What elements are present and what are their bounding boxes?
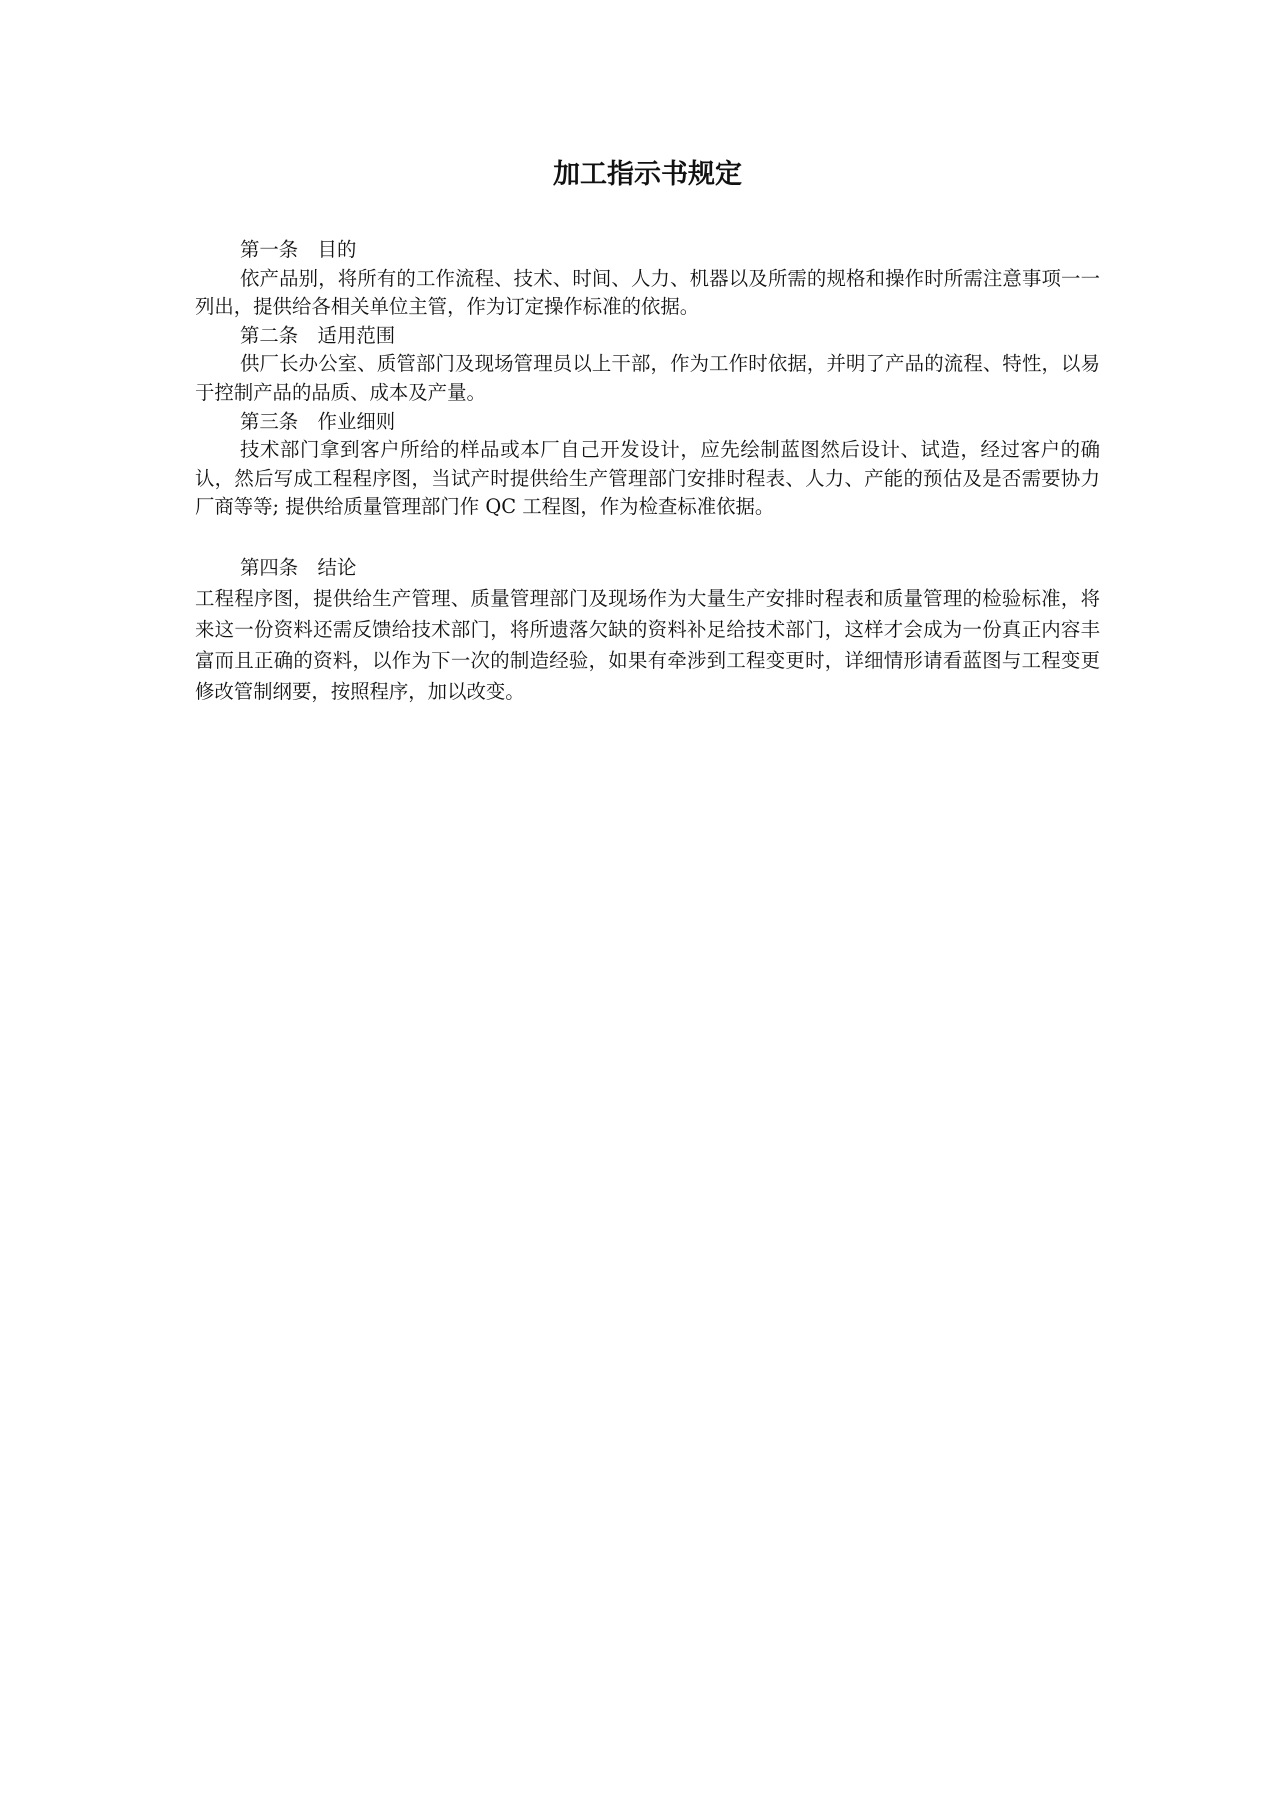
paragraph-gap — [195, 522, 1100, 550]
section-heading-scope: 第二条 适用范围 — [240, 323, 396, 347]
section-body-purpose: 依产品别，将所有的工作流程、技术、时间、人力、机器以及所需的规格和操作时所需注意事项一一列出，提供给各相关单位主管，作为订定操作标准的依据。 — [195, 266, 1100, 319]
section-body-conclusion: 工程程序图，提供给生产管理、质量管理部门及现场作为大量生产安排时程表和质量管理的检验标准，将来这一份资料还需反馈给技术部门，将所遗落欠缺的资料补足给技术部门，这样才会成为一份真正内容丰富而且正确的资料，以作为下一次的制造经验，如果有牵涉到工程变更时，详细情形请看蓝图与工程变更修改管制纲要，按照程序，加以改变。 — [195, 586, 1100, 703]
section-body-scope: 供厂长办公室、质管部门及现场管理员以上干部，作为工作时依据，并明了产品的流程、特性，以易于控制产品的品质、成本及产量。 — [195, 352, 1100, 404]
section-heading-purpose: 第一条 目的 — [240, 238, 357, 261]
document-title: 加工指示书规定 — [553, 159, 742, 190]
section-body-details: 技术部门拿到客户所给的样品或本厂自己开发设计，应先绘制蓝图然后设计、试造，经过客户的确认，然后写成工程程序图，当试产时提供给生产管理部门安排时程表、人力、产能的预估及是否需要协力厂商等等; 提供给质量管理部门作 QC 工程图，作为检查标准依据。 — [195, 438, 1100, 519]
section-heading-conclusion: 第四条 结论 — [240, 555, 357, 579]
section-heading-details: 第三条 作业细则 — [240, 409, 396, 433]
document-body — [195, 236, 1100, 707]
